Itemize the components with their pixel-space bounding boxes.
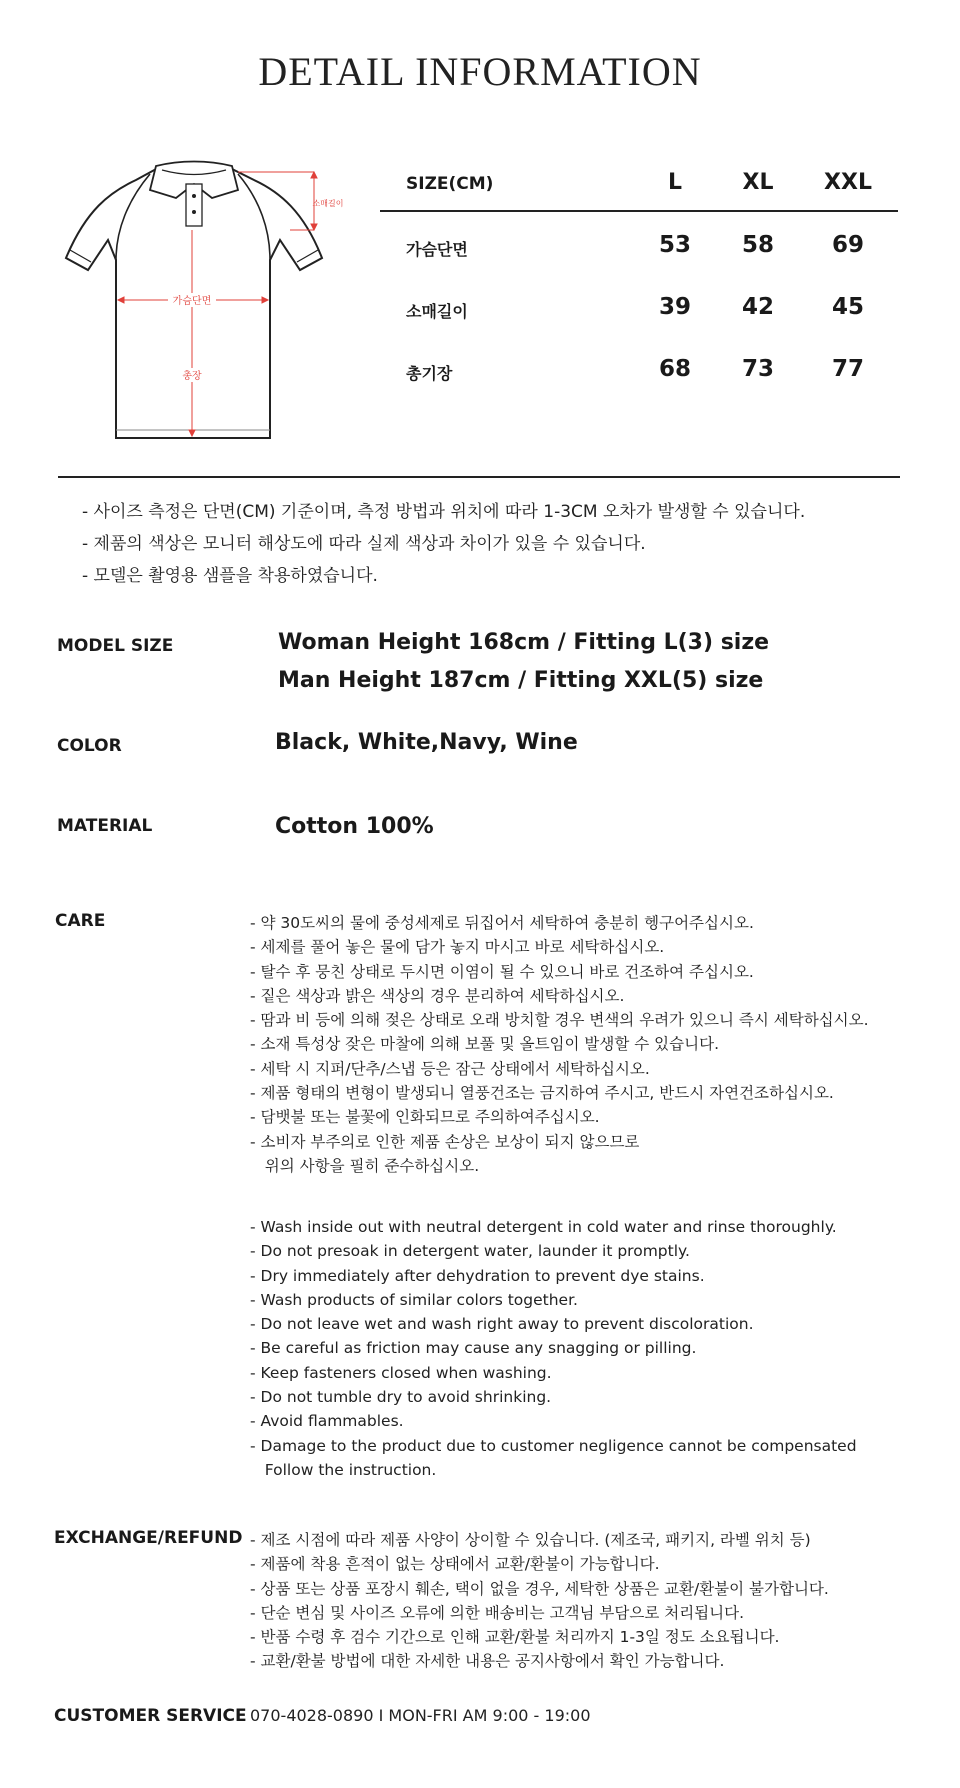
list-item: - 제조 시점에 따라 제품 사양이 상이할 수 있습니다. (제조국, 패키지, 라벨 위치 등) bbox=[250, 1531, 811, 1549]
material-value: Cotton 100% bbox=[275, 814, 434, 839]
list-item: - 제품에 착용 흔적이 없는 상태에서 교환/환불이 가능합니다. bbox=[250, 1555, 660, 1574]
table-row bbox=[380, 282, 898, 344]
list-item: - Keep fasteners closed when washing. bbox=[250, 1363, 552, 1382]
table-cell: 45 bbox=[831, 294, 864, 320]
customer-service-value: 070-4028-0890 I MON-FRI AM 9:00 - 19:00 bbox=[250, 1706, 591, 1725]
care-english-list bbox=[250, 1215, 857, 1482]
chest-label: 가슴단면 bbox=[172, 296, 212, 307]
list-item: - 소비자 부주의로 인한 제품 손상은 보상이 되지 않으므로 bbox=[250, 1132, 640, 1151]
note-line: - 모델은 촬영용 샘플을 착용하였습니다. bbox=[82, 566, 378, 586]
table-cell: 69 bbox=[831, 232, 864, 258]
care-label: CARE bbox=[55, 911, 106, 931]
table-cell: 42 bbox=[741, 294, 774, 320]
list-item: - 교환/환불 방법에 대한 자세한 내용은 공지사항에서 확인 가능합니다. bbox=[250, 1652, 725, 1671]
list-item: - 단순 변심 및 사이즈 오류에 의한 배송비는 고객님 부담으로 처리됩니다. bbox=[250, 1603, 745, 1622]
model-size-line: Woman Height 168cm / Fitting L(3) size bbox=[278, 630, 770, 655]
customer-service-label: CUSTOMER SERVICE bbox=[54, 1706, 247, 1726]
exchange-refund-list bbox=[250, 1528, 829, 1674]
size-notes bbox=[82, 496, 942, 592]
list-item: - Do not leave wet and wash right away to prevent discoloration. bbox=[250, 1315, 754, 1334]
size-l-header: L bbox=[667, 170, 683, 195]
exchange-refund-label: EXCHANGE/REFUND bbox=[54, 1528, 243, 1548]
list-item: - Do not tumble dry to avoid shrinking. bbox=[250, 1388, 552, 1407]
row-label: 소매길이 bbox=[406, 302, 468, 321]
list-item: - 세제를 풀어 놓은 물에 담가 놓지 마시고 바로 세탁하십시오. bbox=[250, 938, 665, 957]
table-cell: 53 bbox=[658, 232, 691, 258]
note-line: - 사이즈 측정은 단면(CM) 기준이며, 측정 방법과 위치에 따라 1-3CM 오차가 발생할 수 있습니다. bbox=[82, 502, 806, 522]
size-xxl-header: XXL bbox=[824, 170, 872, 195]
sleeve-label: 소매길이 bbox=[312, 199, 344, 208]
list-item: - 탈수 후 뭉친 상태로 두시면 이염이 될 수 있으니 바로 건조하여 주십시오. bbox=[250, 962, 754, 981]
length-label: 총장 bbox=[182, 371, 202, 382]
list-item: - Avoid flammables. bbox=[250, 1412, 404, 1431]
list-item: - Dry immediately after dehydration to prevent dye stains. bbox=[250, 1266, 705, 1285]
list-item: - Wash inside out with neutral detergent in cold water and rinse thoroughly. bbox=[250, 1218, 837, 1236]
table-row bbox=[380, 344, 898, 406]
list-item: - 담뱃불 또는 불꽃에 인화되므로 주의하여주십시오. bbox=[250, 1108, 600, 1127]
list-item: - Do not presoak in detergent water, launder it promptly. bbox=[250, 1242, 690, 1261]
list-item: - 짙은 색상과 밝은 색상의 경우 분리하여 세탁하십시오. bbox=[250, 986, 625, 1005]
page-title: DETAIL INFORMATION bbox=[258, 49, 702, 94]
list-item: - Damage to the product due to customer negligence cannot be compensated bbox=[250, 1436, 857, 1455]
model-size-line: Man Height 187cm / Fitting XXL(5) size bbox=[278, 668, 764, 693]
model-size-label: MODEL SIZE bbox=[57, 636, 174, 656]
garment-diagram bbox=[58, 160, 378, 450]
list-item: - 반품 수령 후 검수 기간으로 인해 교환/환불 처리까지 1-3일 정도 소요됩니다. bbox=[250, 1628, 780, 1647]
table-row bbox=[380, 220, 898, 282]
size-xl-header: XL bbox=[742, 170, 774, 195]
list-item: Follow the instruction. bbox=[250, 1460, 437, 1479]
table-cell: 39 bbox=[658, 294, 691, 320]
list-item: - Be careful as friction may cause any snagging or pilling. bbox=[250, 1339, 697, 1358]
row-label: 가슴단면 bbox=[406, 240, 468, 259]
table-cell: 73 bbox=[741, 356, 774, 382]
table-cell: 77 bbox=[831, 356, 864, 382]
model-size-value bbox=[278, 624, 769, 700]
list-item: - 세탁 시 지퍼/단추/스냅 등은 잠근 상태에서 세탁하십시오. bbox=[250, 1059, 650, 1078]
list-item: - 제품 형태의 변형이 발생되니 열풍건조는 금지하여 주시고, 반드시 자연건조하십시오. bbox=[250, 1084, 834, 1103]
color-value: Black, White,Navy, Wine bbox=[275, 730, 578, 755]
size-table-header bbox=[380, 158, 898, 212]
table-cell: 58 bbox=[741, 232, 774, 258]
size-table bbox=[380, 158, 898, 406]
list-item: - 상품 또는 상품 포장시 훼손, 택이 없을 경우, 세탁한 상품은 교환/환불이 불가합니다. bbox=[250, 1579, 829, 1598]
list-item: - Wash products of similar colors together. bbox=[250, 1290, 578, 1309]
material-label: MATERIAL bbox=[57, 816, 153, 836]
row-label: 총기장 bbox=[406, 364, 453, 383]
list-item: - 소재 특성상 잦은 마찰에 의해 보풀 및 올트임이 발생할 수 있습니다. bbox=[250, 1035, 719, 1054]
care-korean-list bbox=[250, 911, 869, 1178]
list-item: - 약 30도씨의 물에 중성세제로 뒤집어서 세탁하여 충분히 헹구어주십시오. bbox=[250, 914, 754, 932]
section-divider bbox=[58, 476, 900, 478]
color-label: COLOR bbox=[57, 736, 122, 756]
list-item: - 땀과 비 등에 의해 젖은 상태로 오래 방치할 경우 변색의 우려가 있으니 즉시 세탁하십시오. bbox=[250, 1011, 869, 1030]
table-cell: 68 bbox=[658, 356, 691, 382]
size-header-label: SIZE(CM) bbox=[406, 174, 494, 194]
list-item: 위의 사항을 필히 준수하십시오. bbox=[250, 1156, 480, 1175]
note-line: - 제품의 색상은 모니터 해상도에 따라 실제 색상과 차이가 있을 수 있습니다. bbox=[82, 534, 646, 554]
